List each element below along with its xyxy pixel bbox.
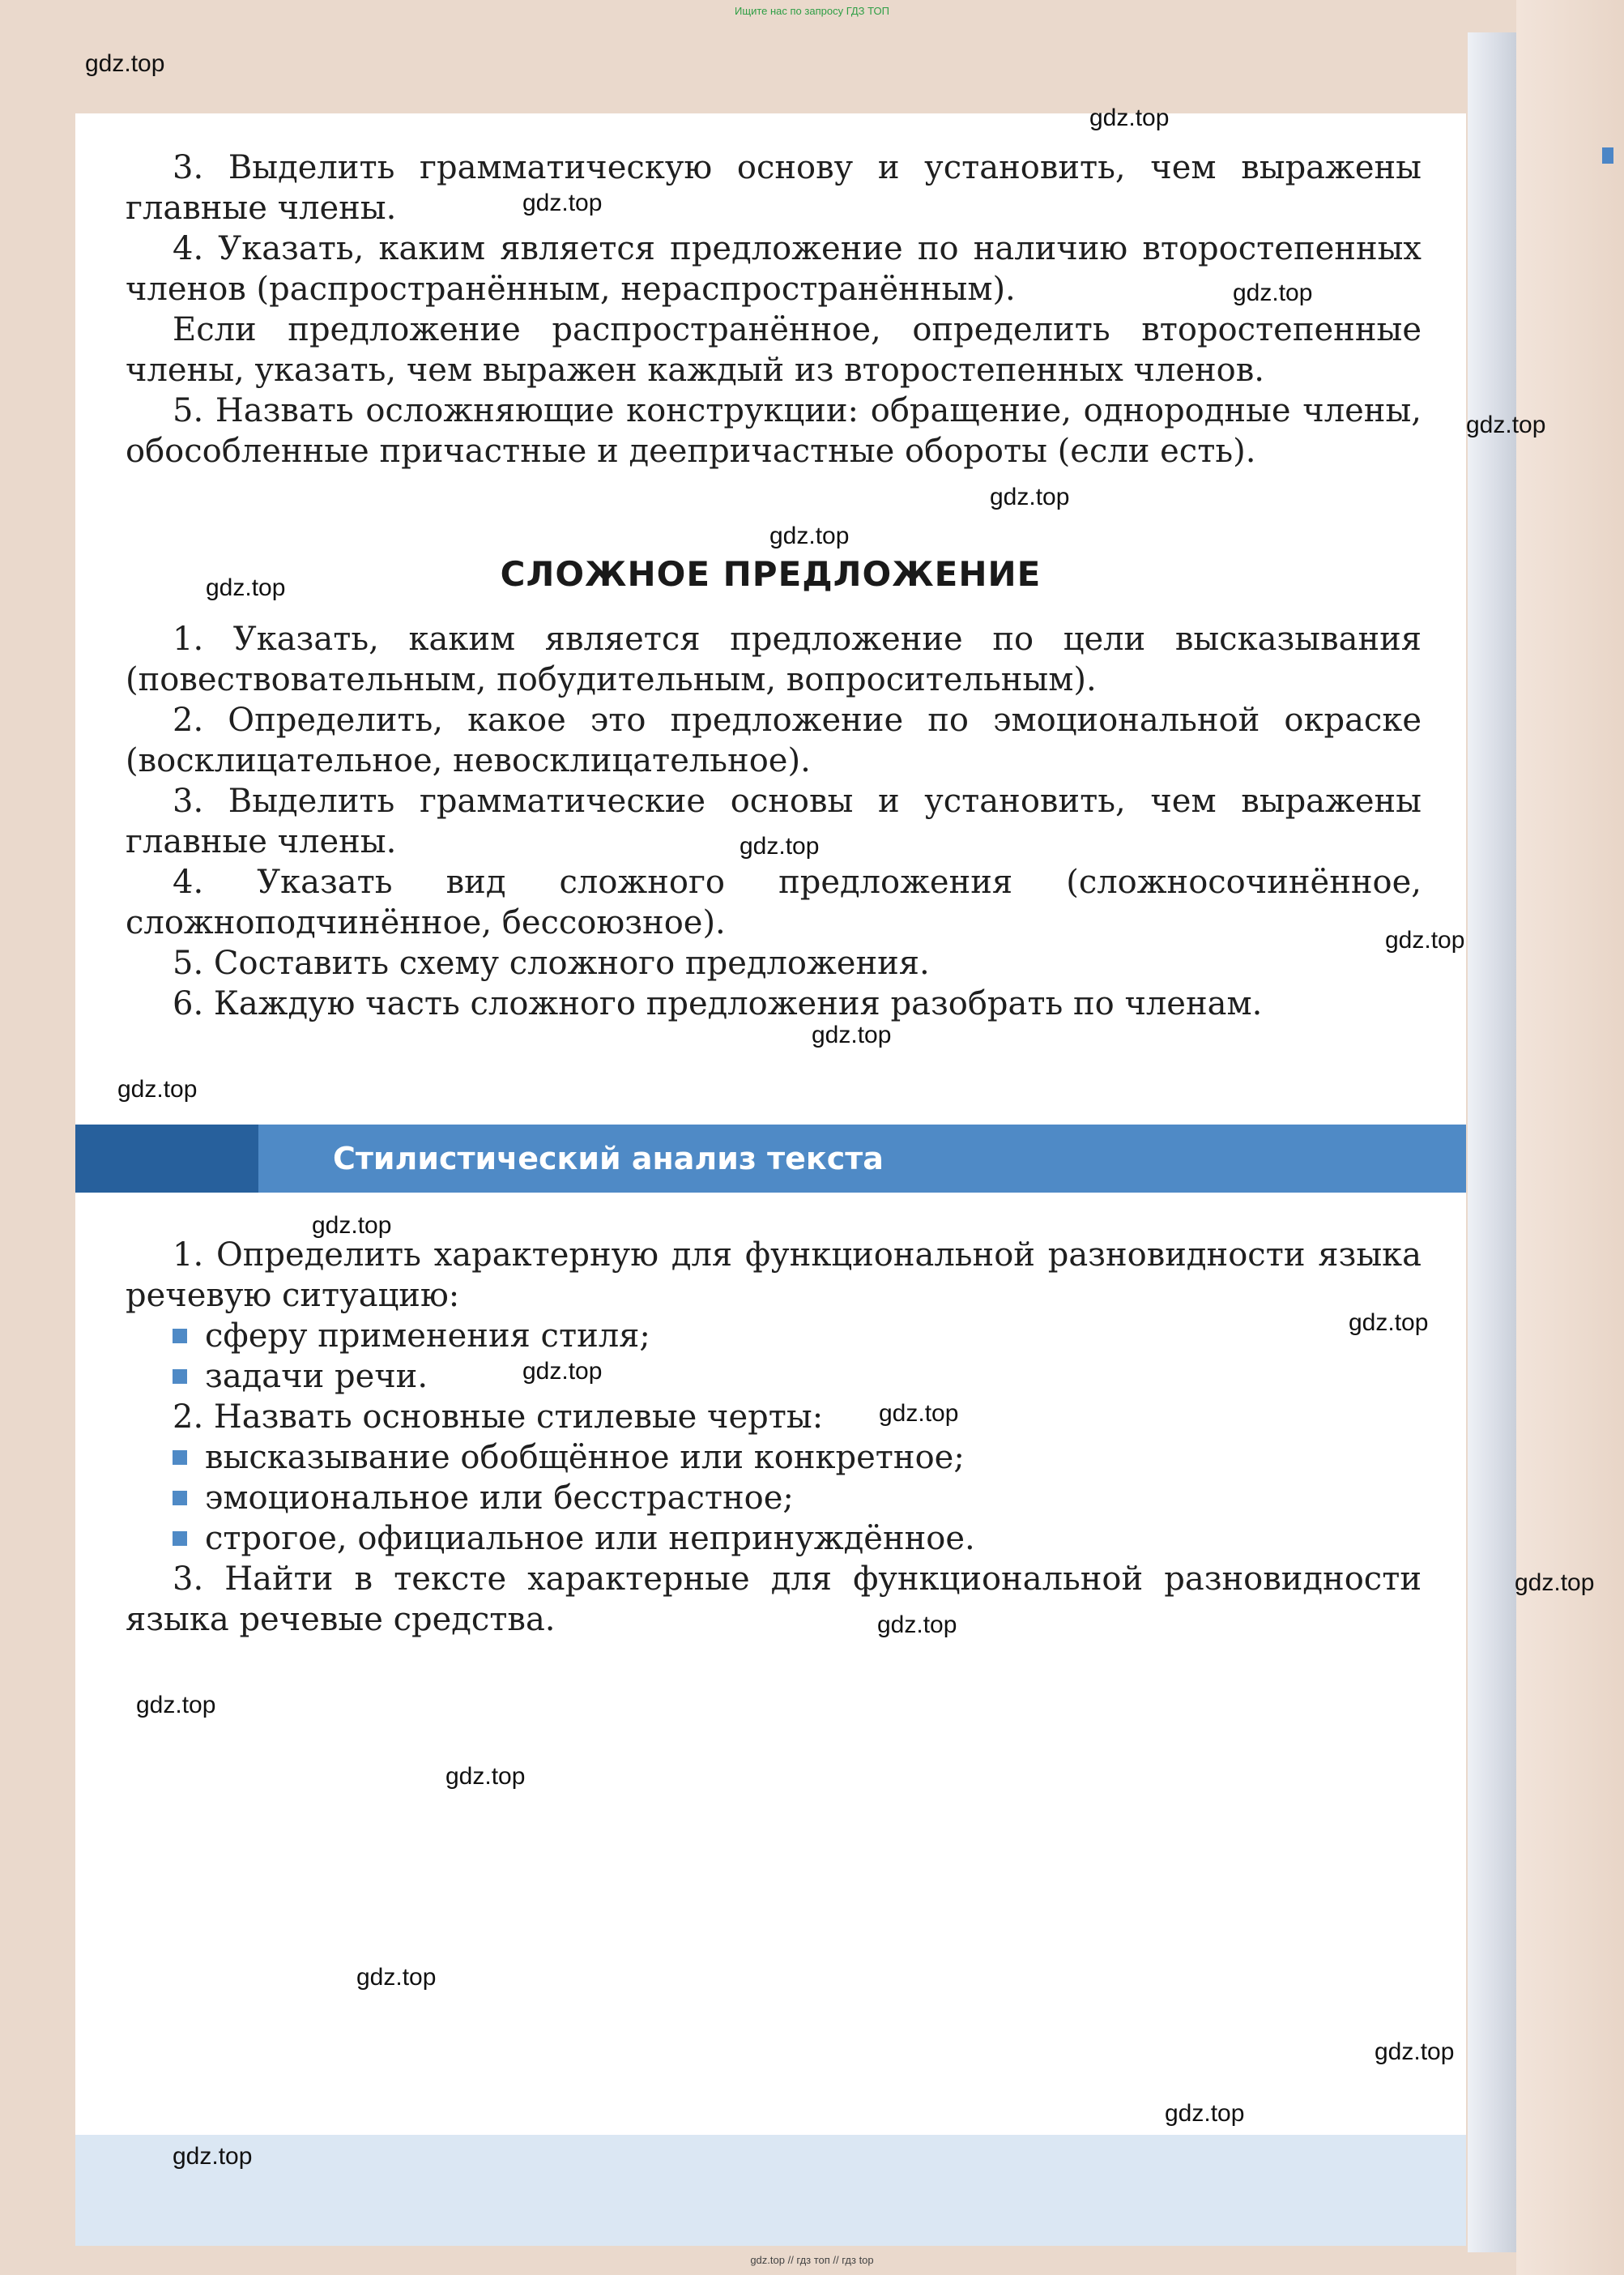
square-bullet-icon [173,1531,187,1546]
paragraph: 1. Указать, каким является предложение по цели высказывания (повествовательным, побудительным, вопросительным). [126,621,1422,698]
watermark: gdz.top [117,1076,198,1103]
watermark: gdz.top [1375,2038,1455,2065]
watermark: gdz.top [1385,927,1465,954]
watermark: gdz.top [1466,412,1546,438]
watermark: gdz.top [445,1763,526,1790]
paragraph: 2. Определить, какое это предложение по эмоциональной окраске (восклицательное, невосклицательное). [126,702,1422,779]
watermark: gdz.top [522,190,603,216]
watermark: gdz.top [812,1022,892,1048]
watermark: gdz.top [1349,1309,1429,1336]
paragraph: 1. Определить характерную для функциональной разновидности языка речевую ситуацию: [126,1236,1422,1314]
watermark: gdz.top [879,1400,959,1427]
section-title: Стилистический анализ текста [333,1141,884,1176]
list-item-text: сферу применения стиля; [205,1317,650,1355]
watermark: gdz.top [1089,105,1170,131]
list-item [126,1316,1422,1356]
section-header-bar [75,1125,1466,1193]
list-item-text: высказывание обобщённое или конкретное; [205,1439,965,1476]
watermark: gdz.top [1233,280,1313,306]
watermark: gdz.top [740,833,820,860]
square-bullet-icon [173,1369,187,1384]
page-footer-band [75,2135,1466,2246]
square-bullet-icon [173,1491,187,1505]
complex-sentence-steps [126,619,1422,1024]
page-edge [1516,0,1624,2275]
paragraph: 6. Каждую часть сложного предложения разобрать по членам. [173,985,1263,1022]
list-item-text: эмоциональное или бесстрастное; [205,1479,794,1517]
watermark: gdz.top [877,1611,957,1638]
section-header-accent [75,1125,258,1193]
stylistic-analysis-steps [126,1235,1422,1640]
list-item [126,1437,1422,1478]
simple-sentence-continuation [126,147,1422,472]
paragraph: 5. Назвать осложняющие конструкции: обращение, однородные члены, обособленные причастные и деепричастные обороты (если есть). [126,392,1422,470]
list-item [126,1356,1422,1397]
watermark: gdz.top [85,50,165,77]
paragraph: 3. Выделить грамматическую основу и установить, чем выражены главные члены. [126,149,1422,227]
watermark: gdz.top [173,2143,253,2170]
book-spine [1468,32,1516,2252]
spine-marker [1602,147,1613,164]
top-banner[interactable]: Ищите нас по запросу ГДЗ ТОП [735,5,889,17]
watermark: gdz.top [136,1692,216,1718]
watermark: gdz.top [1165,2100,1245,2127]
square-bullet-icon [173,1329,187,1343]
list-item [126,1478,1422,1518]
watermark: gdz.top [312,1212,392,1239]
watermark: gdz.top [1515,1569,1595,1596]
paragraph: 5. Составить схему сложного предложения. [173,945,930,982]
watermark: gdz.top [206,574,286,601]
paragraph: 2. Назвать основные стилевые черты: [173,1398,824,1436]
paragraph: 3. Выделить грамматические основы и установить, чем выражены главные члены. [126,783,1422,860]
list-item-text: строгое, официальное или непринуждённое. [205,1520,975,1557]
watermark: gdz.top [356,1964,437,1991]
watermark: gdz.top [769,523,850,549]
watermark: gdz.top [522,1358,603,1385]
watermark: gdz.top [990,484,1070,510]
bottom-banner[interactable]: gdz.top // гдз топ // гдз top [750,2254,874,2266]
paragraph: Если предложение распространённое, определить второстепенные члены, указать, чем выражен каждый из второстепенных членов. [126,311,1422,389]
paragraph: 4. Указать, каким является предложение по наличию второстепенных членов (распространённым, нераспространённым). [126,230,1422,308]
paragraph: 4. Указать вид сложного предложения (сложносочинённое, сложноподчинённое, бессоюзное). [126,864,1422,941]
list-item [126,1518,1422,1559]
paragraph: 3. Найти в тексте характерные для функциональной разновидности языка речевые средства. [126,1560,1422,1638]
heading-complex-sentence: СЛОЖНОЕ ПРЕДЛОЖЕНИЕ [500,554,1042,594]
list-item-text: задачи речи. [205,1358,428,1395]
square-bullet-icon [173,1450,187,1465]
